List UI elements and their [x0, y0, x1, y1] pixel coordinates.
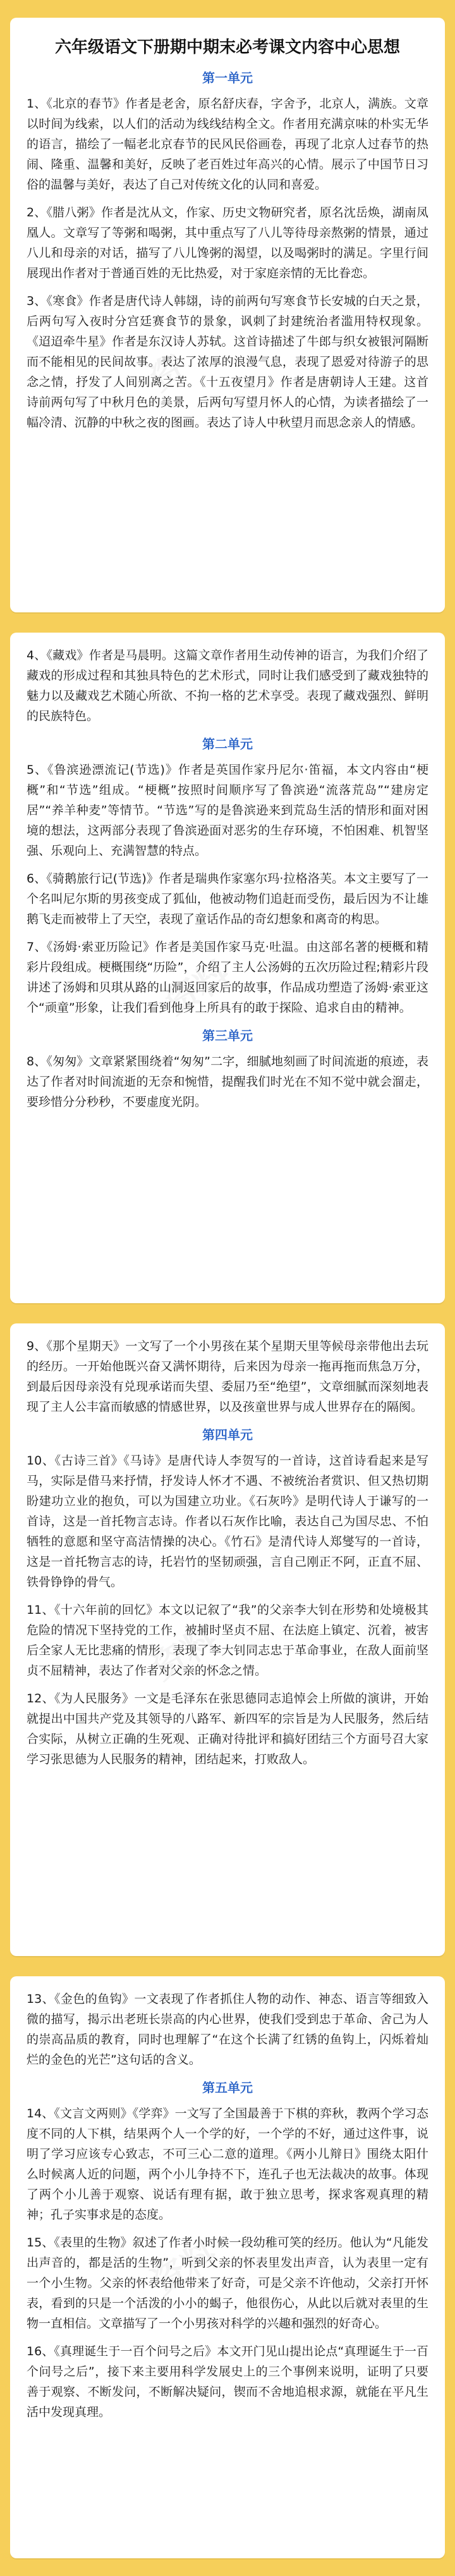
page-title: 六年级语文下册期中期末必考课文内容中心思想 [54, 38, 400, 57]
paragraph: 15、《表里的生物》叙述了作者小时候一段幼稚可笑的经历。他认为“凡能发出声音的，都是活的生物”，听到父亲的怀表里发出声音，认为表里一定有一个小生物。父亲的怀表给他带来了好奇，可是父亲不许他动，父亲打开怀表，看到的只是一个活泼的小小的蝎子，他很伤心，从此以后就对表里的生物一直相信。文章描写了一个小男孩对科学的兴趣和强烈的好奇心。 [27, 2236, 428, 2331]
paragraph: 3、《寒食》作者是唐代诗人韩翃，诗的前两句写寒食节长安城的白天之景，后两句写入夜时分宫廷赛食节的景象，讽刺了封建统治者滥用特权现象。《迢迢牵牛星》作者是东汉诗人苏轼。这首诗描述了牛郎与织女被银河隔断而不能相见的民间故事。表达了浓厚的浪漫气息，表现了恩爱对待游子的思念之情，抒发了人间别离之苦。《十五夜望月》作者是唐朝诗人王建。这首诗前两句写了中秋月色的美景，后两句写望月怀人的心情，为读者描绘了一幅冷清、沉静的中秋之夜的图画。表达了诗人中秋望月而思念亲人的情感。 [27, 294, 428, 430]
paragraph: 9、《那个星期天》一文写了一个小男孩在某个星期天里等候母亲带他出去玩的经历。一开始他既兴奋又满怀期待，后来因为母亲一拖再拖而焦急万分，到最后因母亲没有兑现承诺而失望、委屈乃至“绝望”，文章细腻而深刻地表现了主人公丰富而敏感的情感世界，以及孩童世界与成人世界存在的隔阂。 [27, 1339, 428, 1414]
paragraph: 8、《匆匆》文章紧紧围绕着“匆匆”二字，细腻地刻画了时间流逝的痕迹，表达了作者对时间流逝的无奈和惋惜，提醒我们时光在不知不觉中就会溜走，要珍惜分分秒秒，不要虚度光阴。 [27, 1055, 428, 1109]
card-2 [10, 633, 445, 1303]
unit-heading: 第二单元 [202, 736, 253, 752]
unit-heading: 第一单元 [202, 70, 253, 85]
paragraph: 16、《真理诞生于一百个问号之后》本文开门见山提出论点“真理诞生于一百个问号之后”，接下来主要用科学发展史上的三个事例来说明，证明了只要善于观察、不断发问，不断解决疑问，锲而不舍地追根求源，就能在平凡生活中发现真理。 [27, 2344, 428, 2419]
card-1 [10, 18, 445, 612]
paragraph: 14、《文言文两则》《学弈》一文写了全国最善于下棋的弈秋，教两个学习态度不同的人下棋，结果两个人一个学的好，一个学的不好，通过这件事，说明了学习应该专心致志，不可三心二意的道理。《两小儿辩日》围绕太阳什么时候离人近的问题，两个小儿争持不下，连孔子也无法裁决的故事。体现了两个小儿善于观察、说话有理有据，敢于独立思考，探求客观真理的精神；孔子实事求是的态度。 [27, 2107, 428, 2222]
paragraph: 12、《为人民服务》一文是毛泽东在张思德同志追悼会上所做的演讲，开始就提出中国共产党及其领导的八路军、新四军的宗旨是为人民服务，然后结合实际，从树立正确的生死观、正确对待批评和搞好团结三个方面号召大家学习张思德为人民服务的精神，团结起来，打败敌人。 [27, 1692, 428, 1766]
paragraph: 2、《腊八粥》作者是沈从文，作家、历史文物研究者，原名沈岳焕，湖南凤凰人。文章写了等粥和喝粥，其中重点写了八儿等待母亲熬粥的情景，通过八儿和母亲的对话，描写了八儿馋粥的渴望，以及喝粥时的满足。字里行间展现出作者对于普通百姓的无比热爱，对于家庭亲情的无比眷恋。 [27, 206, 428, 280]
paragraph: 11、《十六年前的回忆》本文以记叙了“我”的父亲李大钊在形势和处境极其危险的情况下坚持党的工作，被捕时坚贞不屈、在法庭上镇定、沉着，被害后全家人无比悲痛的情形，表现了李大钊同志忠于革命事业，在敌人面前坚贞不屈精神，表达了作者对父亲的怀念之情。 [27, 1603, 428, 1678]
unit-heading: 第四单元 [202, 1427, 253, 1442]
unit-heading: 第三单元 [202, 1028, 253, 1043]
paragraph: 6、《骑鹅旅行记(节选)》作者是瑞典作家塞尔玛·拉格洛芙。本文主要写了一个名叫尼尔斯的男孩变成了狐仙，他被动物们追赶而受伤，最后因为不让雄鹅飞走而被带上了天空，表现了童话作品的奇幻想象和离奇的构思。 [27, 872, 428, 926]
paragraph: 5、《鲁滨逊漂流记(节选)》作者是英国作家丹尼尔·笛福，本文内容由“梗概”和“节选”组成。“梗概”按照时间顺序写了鲁滨逊“流落荒岛”“建房定居”“养羊种麦”等情节。“节选”写的是鲁滨逊来到荒岛生活的情形和面对困境的想法，这两部分表现了鲁滨逊面对恶劣的生存环境，不怕困难、机智坚强、乐观向上、充满智慧的特点。 [27, 763, 428, 858]
card-3 [10, 1323, 445, 1956]
paragraph: 13、《金色的鱼钩》一文表现了作者抓住人物的动作、神态、语言等细致入微的描写，揭示出老班长崇高的内心世界，使我们受到忠于革命、舍己为人的崇高品质的教育，同时也理解了“在这个长满了红锈的鱼钩上，闪烁着灿烂的金色的光芒”这句话的含义。 [27, 1992, 428, 2067]
paragraph: 1、《北京的春节》作者是老舍，原名舒庆春，字舍予，北京人，满族。文章以时间为线索，以人们的活动为线线结构全文。作者用充满京味的朴实无华的语言，描绘了一幅老北京春节的民风民俗画卷，再现了北京人过春节的热闹、隆重、温馨和美好，反映了老百姓过年高兴的心情。展示了中国节日习俗的温馨与美好，表达了自己对传统文化的认同和喜爱。 [27, 97, 428, 192]
paragraph: 10、《古诗三首》《马诗》是唐代诗人李贺写的一首诗，这首诗看起来是写马，实际是借马来抒情，抒发诗人怀才不遇、不被统治者赏识、但又热切期盼建功立业的抱负，可以为国建立功业。《石灰吟》是明代诗人于谦写的一首诗，这是一首托物言志诗。作者以石灰作比喻，表达自己为国尽忠、不怕牺牲的意愿和坚守高洁情操的决心。《竹石》是清代诗人郑燮写的一首诗，这是一首托物言志的诗，托岩竹的坚韧顽强，言自己刚正不阿，正直不屈、铁骨铮铮的骨气。 [27, 1454, 428, 1589]
unit-heading: 第五单元 [202, 2080, 253, 2095]
paragraph: 7、《汤姆·索亚历险记》作者是美国作家马克·吐温。由这部名著的梗概和精彩片段组成。梗概围绕“历险”，介绍了主人公汤姆的五次历险过程;精彩片段讲述了汤姆和贝琪从路的山洞返回家后的故事，作品成功塑造了汤姆·索亚这个“顽童”形象，让我们看到他身上所具有的敢于探险、追求自由的精神。 [27, 940, 428, 1015]
card-4 [10, 1976, 445, 2558]
paragraph: 4、《藏戏》作者是马晨明。这篇文章作者用生动传神的语言，为我们介绍了藏戏的形成过程和其独具特色的艺术形式，同时让我们感受到了藏戏独特的魅力以及藏戏艺术随心所欲、不拘一格的艺术享受。表现了藏戏强烈、鲜明的民族特色。 [27, 648, 428, 723]
